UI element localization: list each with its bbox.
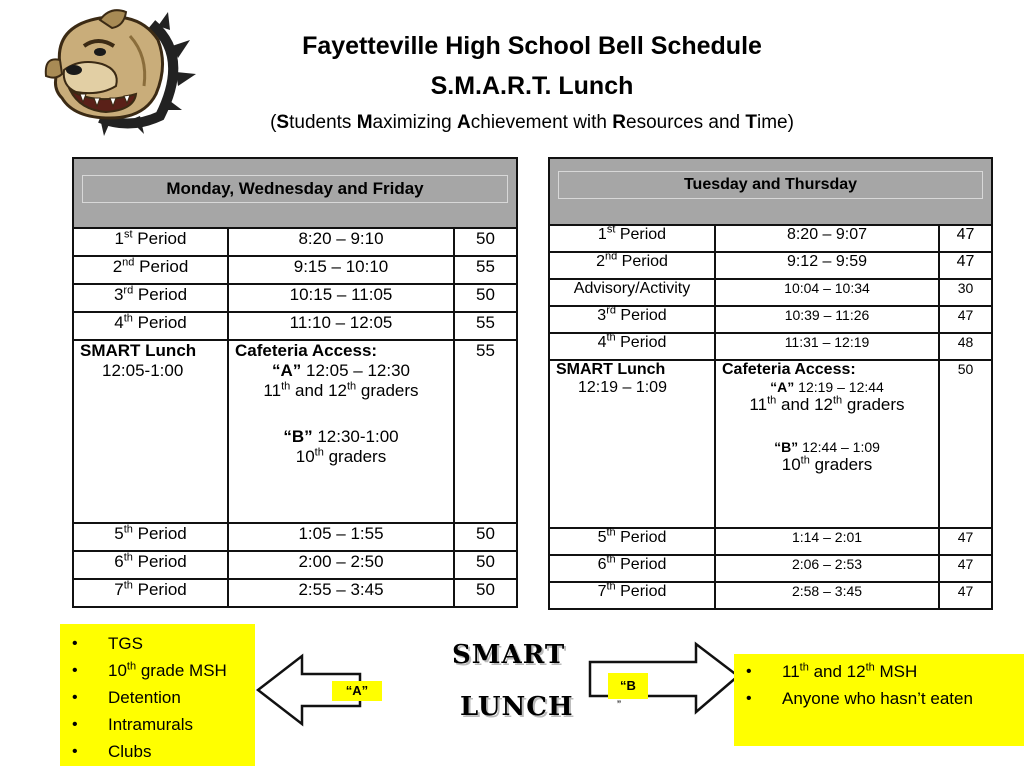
- period-time: 10:15 – 11:05: [228, 284, 454, 312]
- period-suffix: nd: [122, 256, 135, 269]
- grade-text: graders: [323, 447, 387, 466]
- period-label: Advisory/Activity: [573, 280, 691, 297]
- group-a-line: [716, 379, 938, 395]
- list-item: [60, 711, 255, 738]
- group-a-activities-box: [734, 654, 1024, 746]
- list-item: [734, 685, 1024, 712]
- group-b-label: “B”: [283, 427, 313, 446]
- period-name: [73, 284, 228, 312]
- lunch-label-cell: [73, 340, 228, 523]
- acronym-letter: T: [745, 112, 757, 133]
- group-a-grades: [229, 381, 453, 401]
- table-row: [73, 579, 517, 607]
- period-name: [549, 582, 715, 609]
- group-a-grades: [716, 395, 938, 415]
- lunch-time: 12:19 – 1:09: [578, 379, 667, 396]
- period-num: 5: [114, 524, 124, 543]
- period-name: [73, 523, 228, 551]
- group-a-time: 12:19 – 12:44: [794, 379, 884, 395]
- item-text: TGS: [108, 634, 143, 653]
- item-text: Detention: [108, 688, 181, 707]
- table-row: [73, 551, 517, 579]
- period-minutes: 50: [454, 523, 517, 551]
- acronym-word: aximizing: [372, 112, 458, 133]
- period-suffix: rd: [606, 304, 616, 317]
- cafeteria-access-label: Cafeteria Access:: [235, 341, 378, 360]
- period-minutes: 55: [454, 312, 517, 340]
- period-minutes: 47: [939, 555, 992, 582]
- mwf-schedule-table: [72, 157, 518, 608]
- item-text: Anyone who hasn’t eaten: [782, 689, 973, 708]
- period-label: Period: [134, 257, 189, 276]
- period-label: Period: [615, 334, 667, 351]
- period-minutes: 30: [939, 279, 992, 306]
- grade-suffix: th: [281, 380, 291, 393]
- period-time: 11:31 – 12:19: [715, 333, 939, 360]
- table-row: [73, 312, 517, 340]
- tt-schedule-table: [548, 157, 993, 610]
- period-minutes: 50: [454, 284, 517, 312]
- period-label: Period: [132, 524, 187, 543]
- period-minutes: 50: [454, 228, 517, 256]
- period-minutes: 47: [939, 252, 992, 279]
- period-num: 6: [597, 556, 607, 573]
- lunch-label-cell: [549, 360, 715, 528]
- period-num: 7: [114, 580, 124, 599]
- period-name: [549, 252, 715, 279]
- period-minutes: 50: [454, 551, 517, 579]
- period-label: Period: [615, 556, 667, 573]
- lunch-label: SMART Lunch: [556, 361, 666, 378]
- group-b-label: “B”: [774, 439, 799, 455]
- period-name: [549, 333, 715, 360]
- acronym-word: chievement with: [470, 112, 613, 133]
- table-header: [549, 158, 992, 225]
- page-subtitle: S.M.A.R.T. Lunch: [430, 72, 634, 100]
- item-text: Clubs: [108, 742, 152, 761]
- list-item: [60, 738, 255, 765]
- smart-word: SMART: [452, 640, 566, 670]
- period-num: 4: [597, 334, 607, 351]
- list-item: [60, 684, 255, 711]
- table-row: [549, 279, 992, 306]
- cafeteria-access-cell: [715, 360, 939, 528]
- period-label: Period: [132, 580, 187, 599]
- list-item: [60, 630, 255, 657]
- lunch-row: [73, 340, 517, 523]
- period-suffix: rd: [123, 284, 134, 297]
- acronym-word: ime): [756, 112, 794, 133]
- period-name: [73, 228, 228, 256]
- period-time: 10:04 – 10:34: [715, 279, 939, 306]
- table-row: [549, 582, 992, 609]
- table-header: [73, 158, 517, 228]
- table-row: [73, 228, 517, 256]
- period-num: 1: [114, 229, 125, 248]
- item-text: and 12: [808, 662, 866, 681]
- group-b-time: 12:44 – 1:09: [798, 439, 880, 455]
- period-minutes: 48: [939, 333, 992, 360]
- lunch-row: [549, 360, 992, 528]
- period-label: Period: [133, 285, 188, 304]
- acronym-letter: M: [356, 112, 373, 133]
- period-suffix: th: [123, 523, 133, 536]
- list-item: [60, 657, 255, 684]
- group-a-label: “A”: [770, 379, 795, 395]
- grade-text: graders: [842, 395, 905, 414]
- period-suffix: th: [123, 579, 133, 592]
- period-num: 7: [597, 583, 607, 600]
- period-name: [549, 279, 715, 306]
- arrow-label-b-quote: ”: [617, 698, 621, 712]
- period-label: Period: [132, 229, 187, 248]
- arrow-label-b: “B: [608, 673, 648, 699]
- group-a-time: 12:05 – 12:30: [301, 361, 410, 380]
- grade-text: graders: [356, 381, 419, 400]
- item-suffix: th: [865, 661, 875, 674]
- period-num: 6: [114, 552, 124, 571]
- period-suffix: nd: [604, 250, 618, 263]
- acronym-letter: S: [276, 112, 290, 133]
- period-suffix: th: [123, 312, 133, 325]
- group-a-line: [229, 361, 453, 381]
- period-suffix: th: [606, 580, 616, 593]
- lunch-word: LUNCH: [460, 692, 574, 722]
- period-name: [73, 256, 228, 284]
- period-label: Period: [132, 313, 187, 332]
- period-time: 1:05 – 1:55: [228, 523, 454, 551]
- period-minutes: 55: [454, 256, 517, 284]
- period-num: 3: [597, 307, 607, 324]
- grade-text: graders: [809, 455, 873, 474]
- period-label: Period: [615, 583, 667, 600]
- period-minutes: 47: [939, 582, 992, 609]
- period-label: Period: [615, 529, 667, 546]
- acronym-letter: A: [457, 112, 471, 133]
- item-text: 10: [108, 661, 127, 680]
- period-suffix: st: [124, 228, 133, 241]
- group-b-activities-box: [60, 624, 255, 766]
- cafeteria-access-label: Cafeteria Access:: [722, 361, 856, 378]
- period-name: [73, 312, 228, 340]
- group-b-time: 12:30-1:00: [312, 427, 399, 446]
- grade-num: 11: [749, 395, 768, 414]
- period-minutes: 47: [939, 528, 992, 555]
- item-text: MSH: [874, 662, 918, 681]
- table-row: [73, 284, 517, 312]
- arrow-label-a: “A”: [332, 681, 382, 701]
- table-row: [73, 523, 517, 551]
- item-suffix: th: [126, 660, 137, 673]
- acronym-word: tudents: [289, 112, 357, 133]
- period-suffix: th: [123, 551, 133, 564]
- lunch-time: 12:05-1:00: [102, 361, 184, 380]
- period-name: [549, 225, 715, 252]
- table-row: [549, 225, 992, 252]
- period-name: [549, 306, 715, 333]
- period-label: Period: [132, 552, 187, 571]
- table-row: [549, 252, 992, 279]
- grade-suffix: th: [347, 380, 357, 393]
- grade-suffix: th: [314, 446, 324, 459]
- grade-num: 10: [295, 447, 315, 466]
- item-text: grade MSH: [136, 661, 227, 680]
- grade-suffix: th: [800, 454, 810, 467]
- period-num: 2: [112, 257, 123, 276]
- acronym-letter: R: [612, 112, 626, 133]
- lunch-minutes: 50: [939, 360, 992, 528]
- table-row: [549, 528, 992, 555]
- group-b-grades: [716, 455, 938, 475]
- period-num: 3: [113, 285, 124, 304]
- grade-text: and 12: [290, 381, 347, 400]
- period-time: 2:55 – 3:45: [228, 579, 454, 607]
- period-time: 1:14 – 2:01: [715, 528, 939, 555]
- period-time: 11:10 – 12:05: [228, 312, 454, 340]
- period-time: 8:20 – 9:10: [228, 228, 454, 256]
- period-label: Period: [615, 226, 667, 243]
- period-num: 2: [596, 253, 605, 270]
- acronym-expansion: [0, 112, 1024, 134]
- grade-text: and 12: [776, 395, 833, 414]
- period-label: Period: [617, 253, 668, 270]
- period-label: Period: [615, 307, 667, 324]
- period-suffix: th: [606, 526, 616, 539]
- period-num: 1: [597, 226, 607, 243]
- period-num: 5: [597, 529, 607, 546]
- acronym-open-paren: (: [270, 112, 277, 133]
- period-num: 4: [114, 313, 124, 332]
- list-item: [734, 658, 1024, 685]
- period-time: 10:39 – 11:26: [715, 306, 939, 333]
- group-b-grades: [229, 447, 453, 467]
- page-title: Fayetteville High School Bell Schedule: [302, 32, 762, 60]
- period-time: 9:12 – 9:59: [715, 252, 939, 279]
- table-row: [549, 333, 992, 360]
- table-heading: Monday, Wednesday and Friday: [82, 175, 508, 203]
- period-time: 9:15 – 10:10: [228, 256, 454, 284]
- cafeteria-access-cell: [228, 340, 454, 523]
- grade-suffix: th: [767, 394, 777, 407]
- item-suffix: th: [799, 661, 809, 674]
- table-heading: Tuesday and Thursday: [558, 171, 983, 199]
- grade-suffix: th: [833, 394, 843, 407]
- period-time: 2:06 – 2:53: [715, 555, 939, 582]
- grade-num: 10: [781, 455, 801, 474]
- group-a-label: “A”: [272, 361, 302, 380]
- grade-num: 11: [263, 381, 282, 400]
- table-row: [73, 256, 517, 284]
- period-suffix: th: [606, 331, 616, 344]
- lunch-label: SMART Lunch: [80, 341, 197, 360]
- period-name: [549, 555, 715, 582]
- period-minutes: 47: [939, 225, 992, 252]
- period-name: [549, 528, 715, 555]
- period-minutes: 47: [939, 306, 992, 333]
- table-row: [549, 555, 992, 582]
- period-suffix: st: [606, 223, 616, 236]
- group-b-line: [716, 439, 938, 455]
- acronym-word: esources and: [626, 112, 746, 133]
- period-time: 8:20 – 9:07: [715, 225, 939, 252]
- group-b-line: [229, 427, 453, 447]
- table-row: [549, 306, 992, 333]
- period-time: 2:00 – 2:50: [228, 551, 454, 579]
- period-name: [73, 579, 228, 607]
- period-name: [73, 551, 228, 579]
- item-text: 11: [782, 662, 800, 681]
- lunch-minutes: 55: [454, 340, 517, 523]
- item-text: Intramurals: [108, 715, 194, 734]
- period-suffix: th: [606, 553, 616, 566]
- period-minutes: 50: [454, 579, 517, 607]
- period-time: 2:58 – 3:45: [715, 582, 939, 609]
